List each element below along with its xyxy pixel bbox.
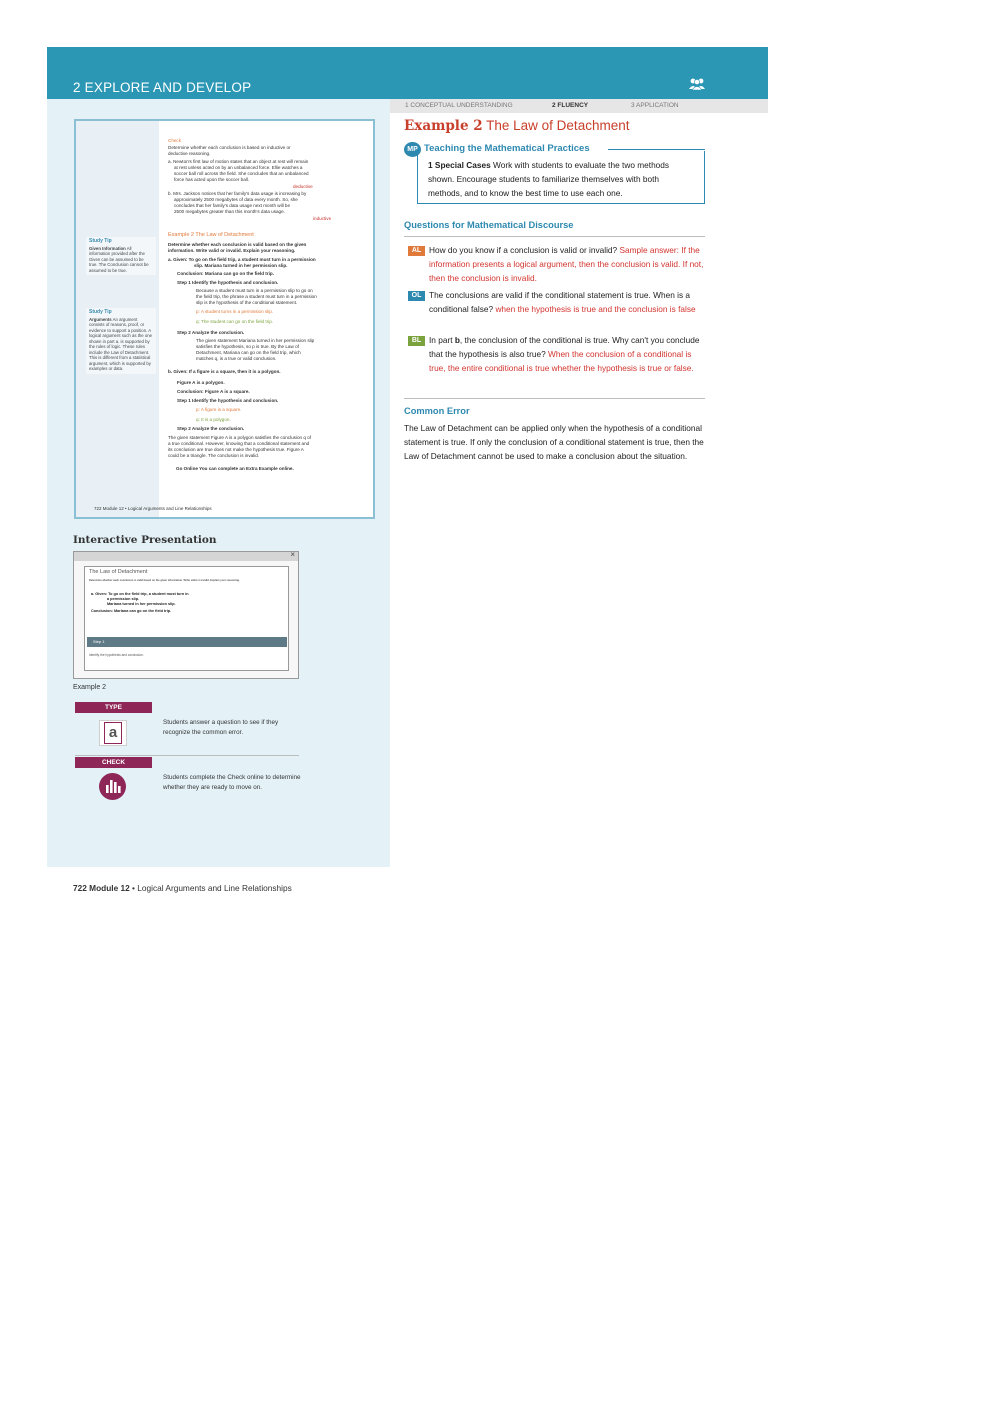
bar-chart-check-icon [99,773,126,800]
screen-text: Determine whether each conclusion is valid based on the given information. Write valid or invalid. Explain your reasoning. [89,579,240,582]
type-description: Students answer a question to see if they recognize the common error. [163,719,279,736]
presentation-caption: Example 2 [73,684,107,691]
text-line: information. Write valid or invalid. Explain your reasoning. [168,248,296,253]
example-heading: Example 2 The Law of Detachment [168,232,254,238]
text-line: Conclusion: Figure A is a square. [177,389,250,394]
answer-text: deductive [293,184,313,189]
text-line: satisfies the hypothesis, so p is true. By the Law of [196,344,299,349]
mp-heading: Teaching the Mathematical Practices [424,143,590,154]
text-line: the field trip, the phrase a student must turn in a permission [196,294,317,299]
text-line: b. Mrs. Jackson notices that her family's data usage is increasing by [168,191,307,196]
study-tip-box [86,237,156,275]
level-badge-ol: OL [408,291,425,301]
hypothesis-text: p: A figure is a square. [196,407,242,412]
module-title: Logical Arguments and Line Relationships [137,883,292,893]
answer-text: when the hypothesis is true and the conclusion is false [495,304,696,314]
text-line: concludes that her family's data usage next month will be [174,203,291,208]
divider [608,149,705,150]
discourse-question [429,243,709,285]
text-line: slip. Mariana turned in her permission slip. [194,263,288,268]
mp-text: Work with students to evaluate the two methods shown. Encourage students to familiarize themselves with both methods, and to know the best time to use each one. [428,160,670,198]
presentation-window[interactable] [73,551,299,679]
answer-text: When the conclusion of a conditional is true, the entire conditional is true whether the hypothesis is true or false. [429,349,694,373]
discourse-question [429,333,709,375]
text-line: Step 1 Identify the hypothesis and conclusion. [177,280,279,285]
text-line: Because a student must turn in a permission slip to go on [196,288,313,293]
example-title [404,118,629,134]
module-label: Module 12 [89,883,130,893]
text-line: Detachment, Mariana can go on the field trip, which [196,350,301,355]
text-line: Determine whether each conclusion is based on inductive or [168,145,291,150]
hypothesis-text: p: A student turns in a permission slip. [196,309,274,314]
section-banner [47,47,768,99]
text-line: Conclusion: Mariana can go on the field trip. [177,271,274,276]
text-line: Determine whether each conclusion is valid based on the given [168,242,307,247]
common-error-heading: Common Error [404,406,470,416]
step-bar[interactable] [87,637,287,647]
text-line: a. Given: To go on the field trip, a student must turn in a permission [168,257,316,262]
tab-application[interactable]: 3 APPLICATION [631,102,679,109]
screen-text: a permission slip. [107,597,140,601]
answer-text: inductive [313,216,332,221]
text-line: at rest unless acted on by an unbalanced force. Ellie watches a [174,165,303,170]
check-heading: Check [168,138,182,143]
question-text: The conclusions are valid if the conditional statement is true. When is a conditional false? [429,290,691,314]
go-online-link[interactable]: Go Online You can complete an Extra Example online. [176,466,294,471]
text-line: force has acted upon the soccer ball. [174,177,250,182]
study-tip-text: All information provided after the Given can be assumed to be true. The Conclusion cannot be assumed to be true. [89,245,149,273]
text-line: The given statement Mariana turned in her permission slip [196,338,315,343]
text-line: approximately 2500 megabytes of data every month. So, she [174,197,298,202]
section-title: 2 EXPLORE AND DEVELOP [73,80,252,95]
common-error-text: The Law of Detachment can be applied only when the hypothesis of a conditional statement is true. If only the conclusion of a conditional statement is true, then the Law of Detachment cannot be used to make a conclusion about the situation. [404,423,704,461]
study-tip-lead: Arguments [89,316,112,322]
example-name: The Law of Detachment [486,118,630,133]
lesson-tabs [390,99,768,113]
divider [404,236,705,237]
text-line: could be a triangle. The conclusion is invalid. [168,453,260,458]
mp-badge: MP [404,142,421,157]
page-number-footer: 722 Module 12 • Logical Arguments and Line Relationships [94,506,212,511]
student-page-thumbnail [74,119,375,519]
study-tip-lead: Given Information [89,245,126,251]
tab-conceptual[interactable]: 1 CONCEPTUAL UNDERSTANDING [405,102,513,109]
type-answer-icon: a [99,720,127,746]
text-line: Step 1 Identify the hypothesis and conclusion. [177,398,279,403]
mp-box [417,151,705,204]
presentation-screen [84,566,289,671]
answer-text: Sample answer: If the information presents a logical argument, then the conclusion is valid. If not, then the conclusion is invalid. [429,245,704,283]
step-text: Identify the hypothesis and conclusion. [89,653,144,657]
level-badge-al: AL [408,246,425,256]
discourse-heading: Questions for Mathematical Discourse [404,220,574,230]
screen-text: a. Given: To go on the field trip, a student must turn in [91,592,189,596]
tab-fluency[interactable]: 2 FLUENCY [552,102,589,109]
text-line: 2500 megabytes greater than this month's data usage. [174,209,285,214]
mp-lead: 1 Special Cases [428,160,491,170]
page-sidebar [76,121,159,517]
study-tip-title: Study Tip [89,238,112,244]
type-badge: TYPE [75,702,152,713]
step-label: Step 1 [93,639,105,644]
text-line: a. Newton's first law of motion states that an object at rest will remain [168,159,309,164]
group-people-icon [688,77,706,91]
level-badge-bl: BL [408,336,425,346]
text-line: matches q, is a true or valid conclusion. [196,356,277,361]
window-titlebar [74,552,298,561]
text-line: The given statement Figure A is a polygon satisfies the conclusion q of [168,435,311,440]
page-footer [73,883,292,893]
screen-text: Mariana turned in her permission slip. [107,602,176,606]
study-tip-text: An argument consists of reasons, proof, or evidence to support a position. A logical argument such as the one shown in part a. is supported by the rules of logic. These rules include the Law of Detachment. This is different from a statistical argument, which is supported by examples or data. [89,316,153,371]
close-icon[interactable]: × [290,550,295,559]
text-line: a true conditional. However, knowing that a conditional statement and [168,441,310,446]
screen-title: The Law of Detachment [89,569,148,575]
divider [404,398,705,399]
check-badge: CHECK [75,757,152,768]
text-line: deductive reasoning. [168,151,211,156]
check-description: Students complete the Check online to determine whether they are ready to move on. [163,774,301,791]
interactive-presentation-heading: Interactive Presentation [73,534,217,546]
text-line: b. Given: If a figure is a square, then it is a polygon. [168,369,281,374]
text-line: Figure A is a polygon. [177,380,225,385]
text-line: Step 2 Analyze the conclusion. [177,426,245,431]
question-text: In part [429,335,455,345]
question-part: b [454,335,460,345]
text-line: slip is the hypothesis of the conditional statement. [196,300,298,305]
text-line: its conclusion are true does not make the hypothesis true. Figure A [168,447,304,452]
question-text: How do you know if a conclusion is valid or invalid? [429,245,618,255]
study-tip-title: Study Tip [89,309,112,315]
example-label: Example 2 [404,118,483,134]
footer-separator: • [132,883,135,893]
discourse-question [429,288,709,316]
question-text: , the conclusion of the conditional is true. Why can't you conclude that the hypothesis is also true? [429,335,700,359]
conclusion-text: q: The student can go on the field trip. [196,319,274,324]
study-tip-box [86,308,156,374]
page-number: 722 [73,883,87,893]
screen-text: Conclusion: Mariana can go on the field trip. [91,609,172,613]
text-line: Step 2 Analyze the conclusion. [177,330,245,335]
text-line: soccer ball roll across the field. She concludes that an unbalanced [174,171,309,176]
conclusion-text: q: It is a polygon. [196,417,231,422]
divider [75,755,299,756]
